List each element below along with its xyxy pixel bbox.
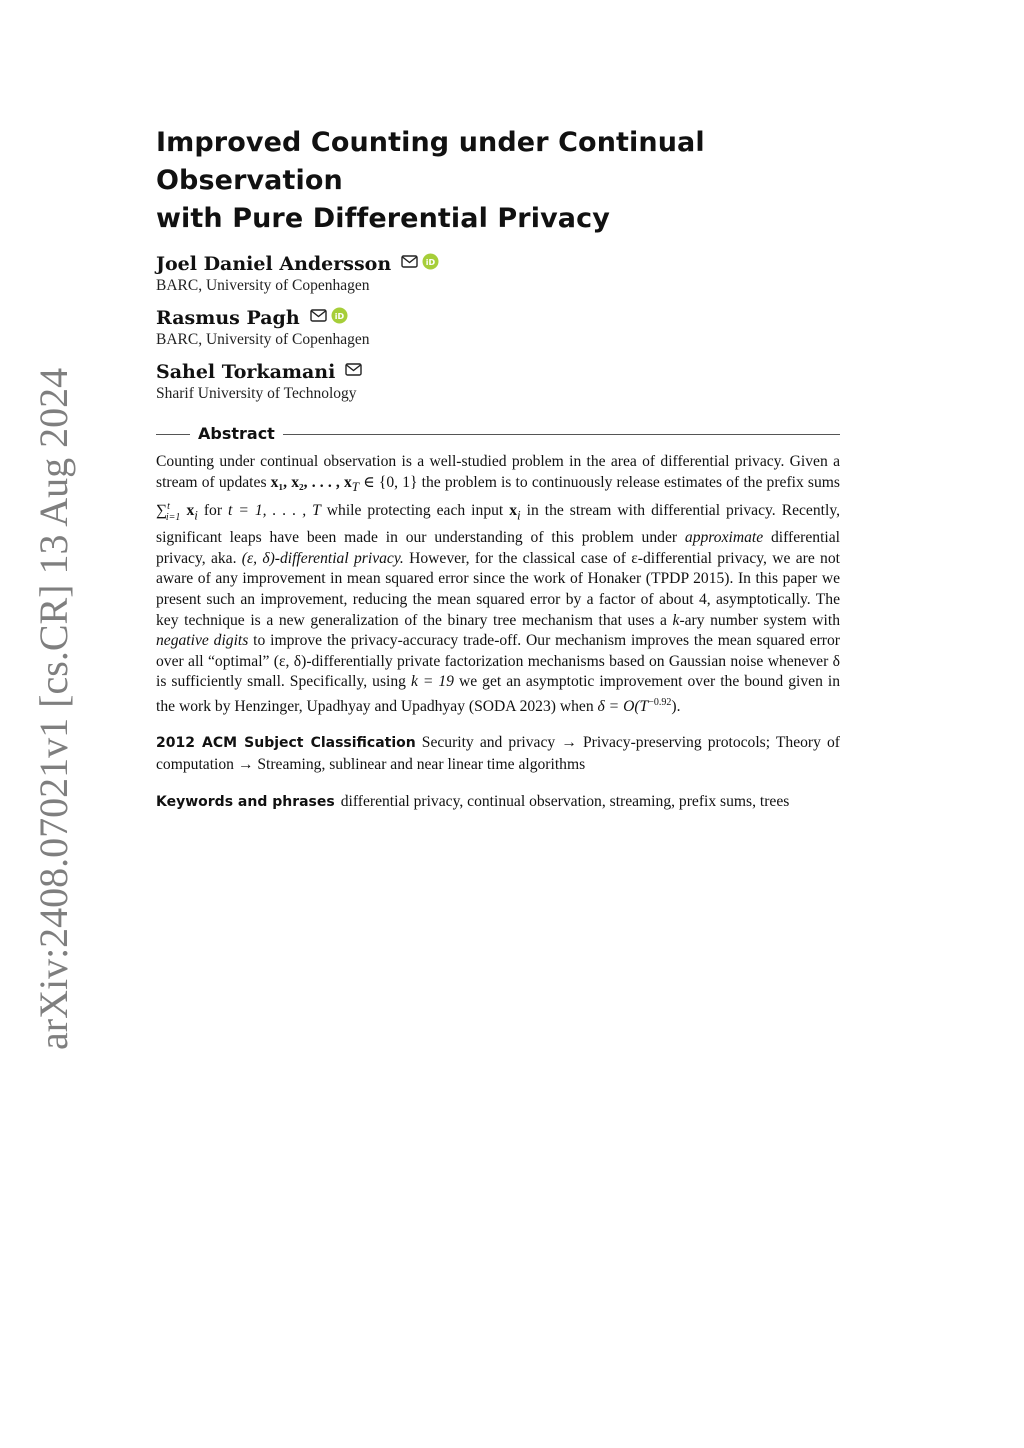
math-inline: t [167,501,170,513]
envelope-icon[interactable] [310,309,327,327]
math-inline: k = 19 [410,673,454,691]
author-name: Joel Daniel Andersson [156,253,392,275]
author-block [156,252,840,296]
envelope-icon[interactable] [345,363,362,381]
abstract-sentence: -ary number system with [679,611,841,629]
author-affiliation: BARC, University of Copenhagen [156,331,370,348]
author-block [156,360,840,404]
math-inline: t = 1, . . . , T [228,502,321,520]
abstract-sentence: while protecting each input [320,502,510,520]
abstract-sentence: the problem is to continuously release estimates of the prefix sums [417,473,840,491]
author-affiliation: Sharif University of Technology [156,385,357,402]
math-inline: −0.92 [648,696,672,708]
math-inline: x [509,502,518,520]
abstract-rule-left [156,434,190,435]
acm-classification-text: Security and privacy → Privacy-preserving protocols; Theory of computation → Streaming, sublinear and near linear time algorithms [156,733,841,773]
paper-first-page [156,124,840,813]
abstract-label: Abstract [198,424,275,443]
acm-classification-label: 2012 ACM Subject Classification [156,734,416,751]
author-affiliation: BARC, University of Copenhagen [156,277,370,294]
orcid-icon[interactable] [422,253,439,275]
emphasis: negative digits [156,632,249,650]
math-inline: T [351,478,359,494]
keywords [156,791,840,813]
svg-text:iD: iD [334,312,344,321]
abstract-sentence: differential privacy, aka. [156,529,840,567]
orcid-icon[interactable] [331,307,348,329]
emphasis: approximate [684,529,764,547]
abstract-sentence: ). [671,698,681,716]
abstract-sentence: Counting under continual observation is a well-studied problem in the area of differential privacy. Given a stream of updates [156,453,840,491]
math-inline: i=1 [165,511,181,523]
abstract-heading [156,424,840,444]
abstract-text [156,452,840,718]
keywords-text: differential privacy, continual observation, streaming, prefix sums, trees [340,792,790,810]
arxiv-sidebar-stamp: arXiv:2408.07021v1 [cs.CR] 13 Aug 2024 [31,367,76,1050]
math-inline: ∈ {0, 1} [359,473,418,491]
math-inline: x [186,502,195,520]
author-block [156,306,840,350]
title-line-1: Improved Counting under Continual Observation [156,127,705,196]
author-name: Sahel Torkamani [156,361,336,383]
math-inline: x₁, x₂, . . . , x [270,473,352,491]
math-inline: ∑ [156,502,168,520]
envelope-icon[interactable] [401,255,418,273]
abstract-sentence: for [197,502,229,520]
acm-classification [156,732,840,775]
abstract-rule-right [283,434,840,435]
svg-text:iD: iD [425,258,436,267]
math-inline: i [517,507,521,523]
title-line-2: with Pure Differential Privacy [156,203,610,234]
emphasis: (ε, δ)-differential privacy. [241,549,404,567]
abstract-sentence: we get an asymptotic improvement over the bound given in the work by Henzinger, Upadhyay and Upadhyay (SODA 2023) when [156,673,840,716]
math-inline: k [672,611,680,629]
abstract-sentence: However, for the classical case of ε-differential privacy, we are not aware of any improvement in mean squared error since the work of Honaker (TPDP 2015). In this paper we present such an improvement, reducing the mean squared error by a factor of about 4, asymptotically. The key technique is a new generalization of the binary tree mechanism that uses a [156,549,840,629]
abstract-sentence: in the stream with differential privacy. Recently, significant leaps have been made in our understanding of this problem under [156,502,840,547]
paper-title [156,124,840,238]
author-name: Rasmus Pagh [156,307,300,329]
math-inline: i [194,507,198,523]
math-inline: δ = O(T [597,698,649,716]
abstract-sentence: to improve the privacy-accuracy trade-off. Our mechanism improves the mean squared error over all “optimal” (ε, δ)-differentially private factorization mechanisms based on Gaussian noise whenever δ is sufficiently small. Specifically, using [156,632,840,691]
keywords-label: Keywords and phrases [156,793,335,810]
